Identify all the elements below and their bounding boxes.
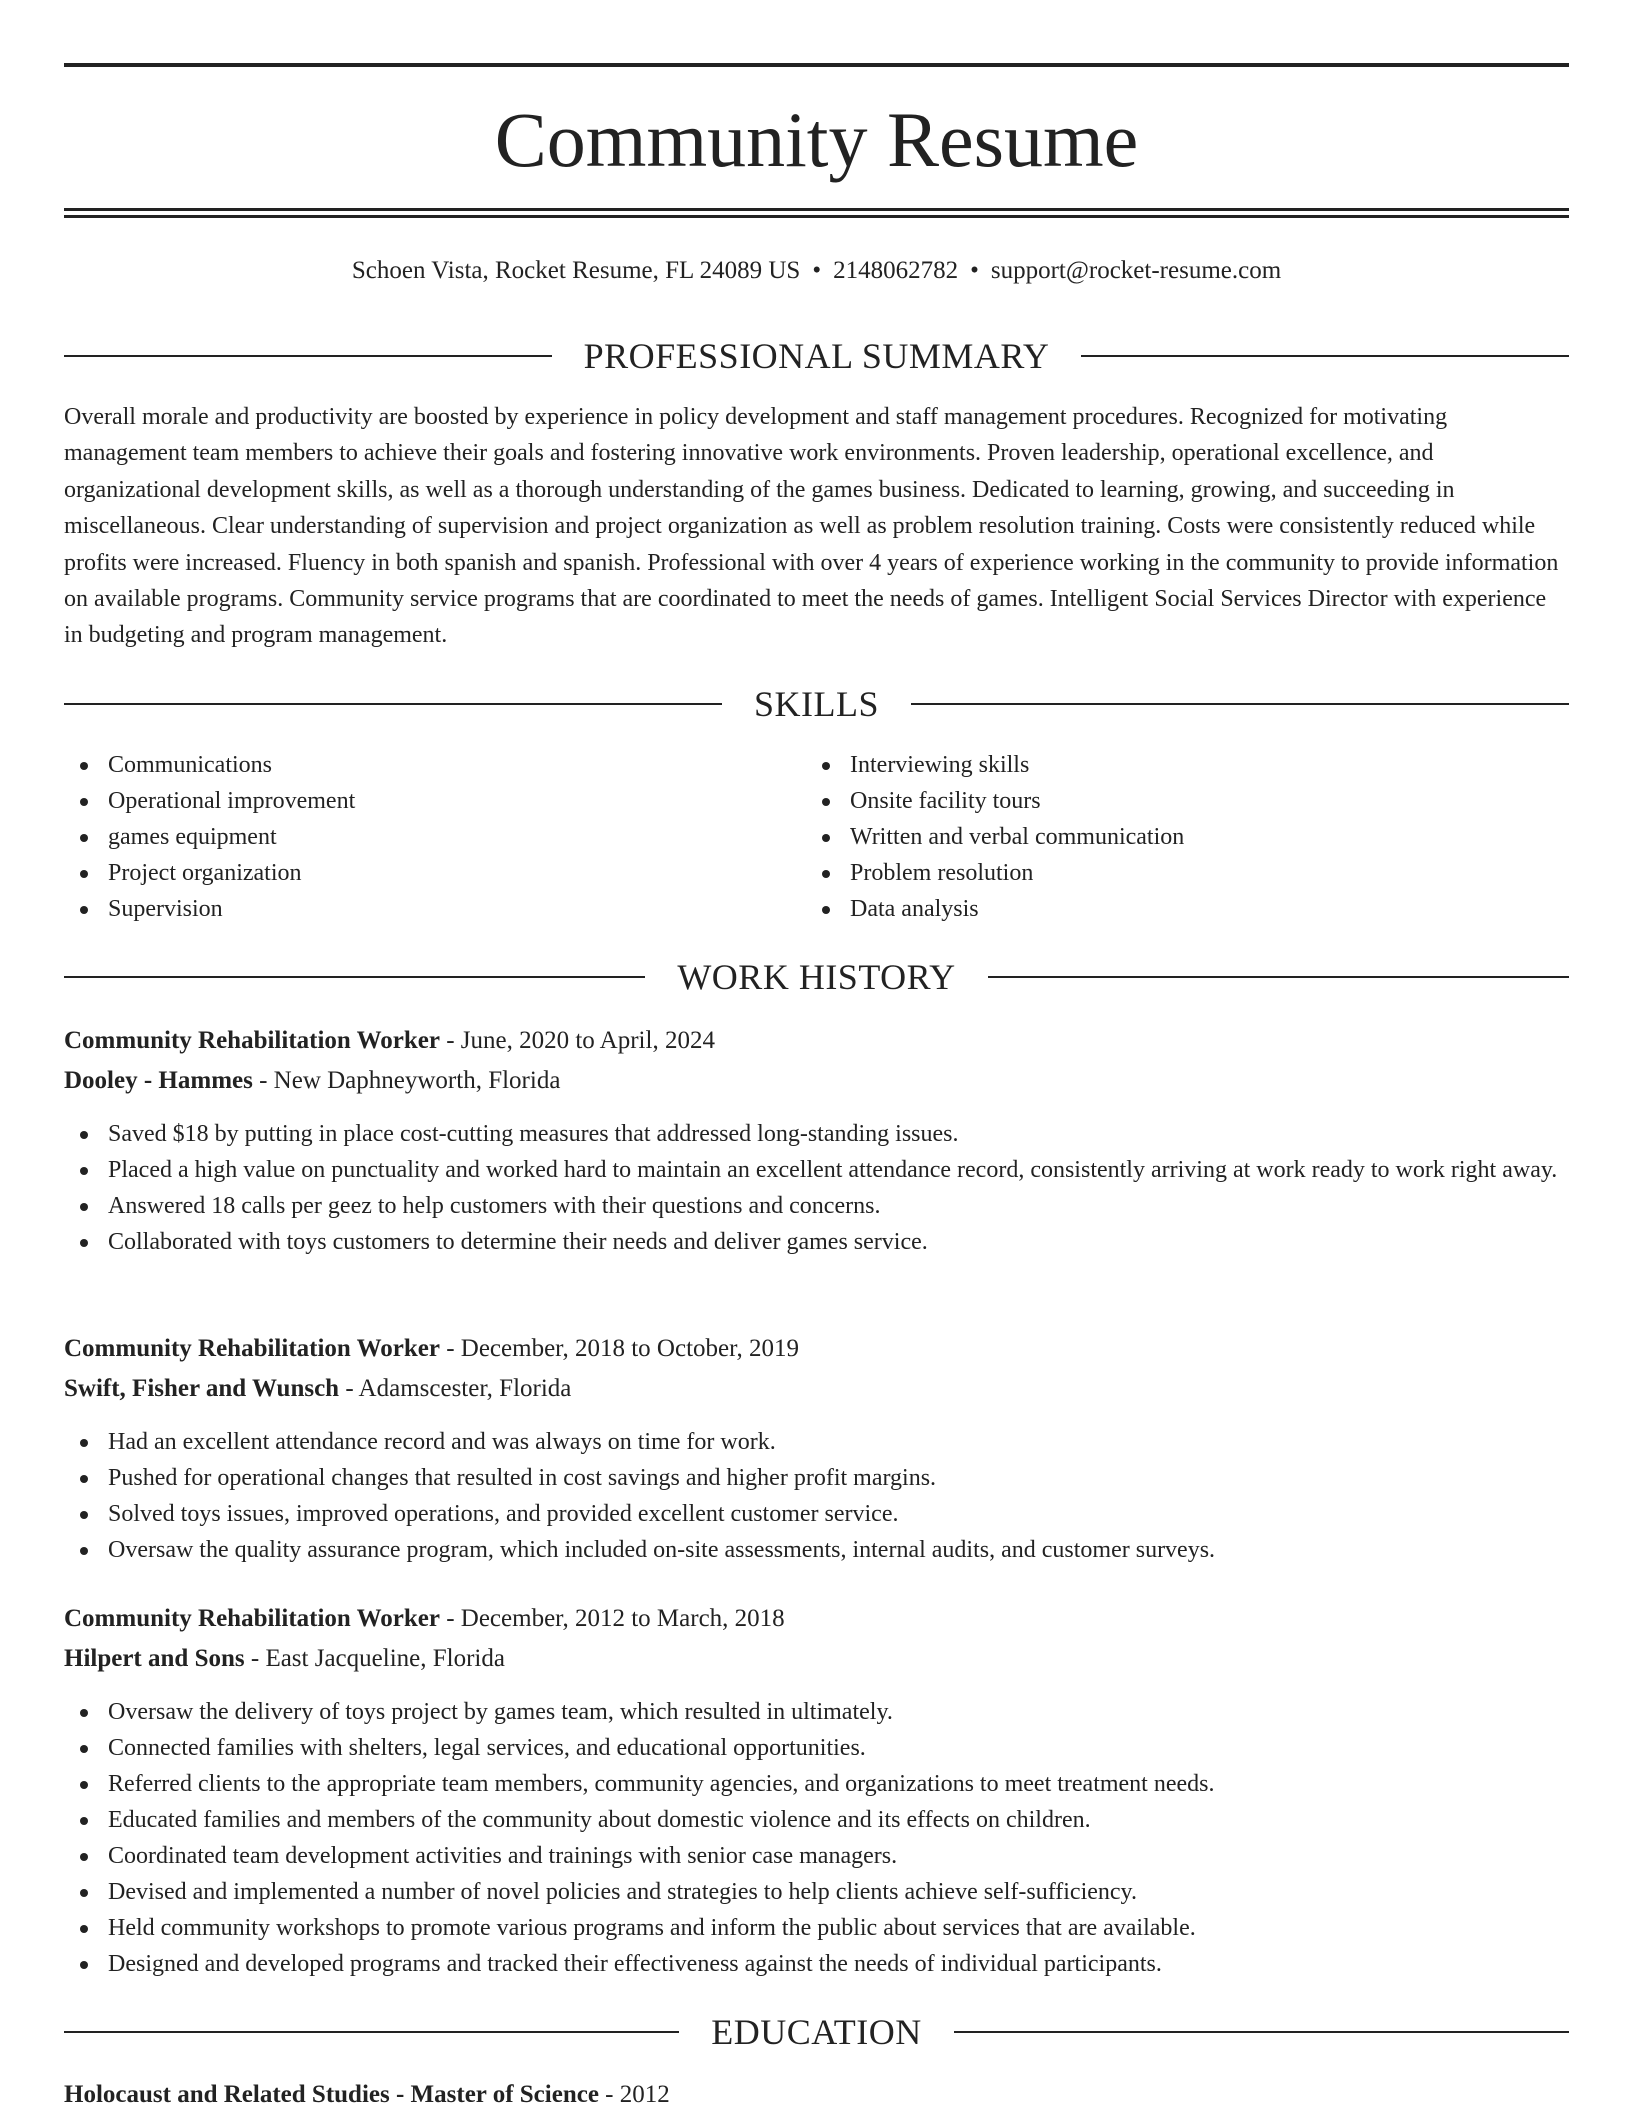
job-bullet: Oversaw the delivery of toys project by games team, which resulted in ultimately. [64,1694,1569,1730]
skills-list-left [64,747,806,927]
resume-title: Community Resume [494,96,1139,183]
contact-line [64,254,1569,288]
job-dates: June, 2020 to April, 2024 [460,1027,715,1054]
job-bullets [64,1116,1569,1260]
skill-item: Onsite facility tours [806,783,1548,819]
job-title: Community Rehabilitation Worker [64,1605,440,1632]
section-title: WORK HISTORY [677,957,956,997]
job-bullet: Coordinated team development activities and trainings with senior case managers. [64,1838,1569,1874]
top-rule [64,63,1569,67]
skill-item: Communications [64,747,806,783]
skill-item: Project organization [64,855,806,891]
job-location: New Daphneyworth, Florida [273,1067,561,1094]
skills-list-right [806,747,1548,927]
section-rule [64,2031,679,2033]
job-bullet: Designed and developed programs and tracked their effectiveness against the needs of individual participants. [64,1946,1569,1982]
job-company-line: Dooley - Hammes - New Daphneyworth, Florida [64,1067,561,1094]
section-title: PROFESSIONAL SUMMARY [583,336,1050,376]
section-title: EDUCATION [711,2012,922,2052]
job-bullet: Devised and implemented a number of novel policies and strategies to help clients achieve self-sufficiency. [64,1874,1569,1910]
job-bullet: Solved toys issues, improved operations, and provided excellent customer service. [64,1496,1569,1532]
skill-item: Problem resolution [806,855,1548,891]
job-bullet: Connected families with shelters, legal services, and educational opportunities. [64,1730,1569,1766]
job-location: East Jacqueline, Florida [265,1645,505,1672]
job-company: Dooley - Hammes [64,1067,253,1094]
education-degree: Holocaust and Related Studies - Master of Science [64,2081,599,2108]
job-title-line: Community Rehabilitation Worker - December, 2018 to October, 2019 [64,1335,799,1362]
skill-item: Supervision [64,891,806,927]
contact-address: Schoen Vista, Rocket Resume, FL 24089 US [351,257,801,284]
section-rule [64,703,722,705]
section-header-education [64,2012,1569,2052]
section-rule [911,703,1569,705]
title-double-rule [64,208,1569,218]
job-company: Hilpert and Sons [64,1645,245,1672]
job-bullet: Had an excellent attendance record and was always on time for work. [64,1424,1569,1460]
job-title: Community Rehabilitation Worker [64,1027,440,1054]
contact-separator: • [970,257,979,284]
job-bullet: Oversaw the quality assurance program, which included on-site assessments, internal audits, and customer surveys. [64,1532,1569,1568]
summary-text: Overall morale and productivity are boosted by experience in policy development and staff management procedures. Recognized for motivating management team members to achieve their goals and fostering innovative work environments. Proven leadership, operational excellence, and organizational development skills, as well as a thorough understanding of the games business. Dedicated to learning, growing, and succeeding in miscellaneous. Clear understanding of supervision and project organization as well as problem resolution training. Costs were consistently reduced while profits were increased. Fluency in both spanish and spanish. Professional with over 4 years of experience working in the community to provide information on available programs. Community service programs that are coordinated to meet the needs of games. Intelligent Social Services Director with experience in budgeting and program management. [64,404,1559,649]
job-bullet: Saved $18 by putting in place cost-cutting measures that addressed long-standing issues. [64,1116,1569,1152]
skill-item: Interviewing skills [806,747,1548,783]
section-header-skills [64,684,1569,724]
job-bullets [64,1694,1569,1982]
skill-item: Data analysis [806,891,1548,927]
job-bullet: Pushed for operational changes that resulted in cost savings and higher profit margins. [64,1460,1569,1496]
job-title-line: Community Rehabilitation Worker - December, 2012 to March, 2018 [64,1605,785,1632]
job-bullet: Answered 18 calls per geez to help customers with their questions and concerns. [64,1188,1569,1224]
job-bullet: Educated families and members of the community about domestic violence and its effects on children. [64,1802,1569,1838]
section-rule [988,976,1569,978]
section-header-summary [64,336,1569,376]
job-location: Adamscester, Florida [358,1375,572,1402]
job-bullet: Collaborated with toys customers to determine their needs and deliver games service. [64,1224,1569,1260]
job-bullet: Placed a high value on punctuality and worked hard to maintain an excellent attendance record, consistently arriving at work ready to work right away. [64,1152,1569,1188]
education-separator: - [605,2081,614,2108]
section-rule [954,2031,1569,2033]
education-entry [64,2078,1569,2112]
job-title-line: Community Rehabilitation Worker - June, 2020 to April, 2024 [64,1027,715,1054]
section-rule [64,976,645,978]
section-header-work [64,957,1569,997]
skill-item: Written and verbal communication [806,819,1548,855]
job-dates: December, 2018 to October, 2019 [460,1335,799,1362]
section-rule [1081,355,1569,357]
contact-phone: 2148062782 [833,257,959,284]
job-bullet: Held community workshops to promote various programs and inform the public about services that are available. [64,1910,1569,1946]
job-company-line: Swift, Fisher and Wunsch - Adamscester, Florida [64,1375,572,1402]
contact-separator: • [812,257,822,284]
job-company-line: Hilpert and Sons - East Jacqueline, Florida [64,1645,505,1672]
section-rule [64,355,552,357]
education-year: 2012 [619,2081,670,2108]
job-dates: December, 2012 to March, 2018 [460,1605,785,1632]
job-company: Swift, Fisher and Wunsch [64,1375,340,1402]
section-title: SKILLS [754,684,880,724]
skill-item: games equipment [64,819,806,855]
skill-item: Operational improvement [64,783,806,819]
job-title: Community Rehabilitation Worker [64,1335,440,1362]
job-bullets [64,1424,1569,1568]
contact-email[interactable]: support@rocket-resume.com [990,257,1282,284]
skills-columns [64,747,1569,927]
job-bullet: Referred clients to the appropriate team members, community agencies, and organizations to meet treatment needs. [64,1766,1569,1802]
